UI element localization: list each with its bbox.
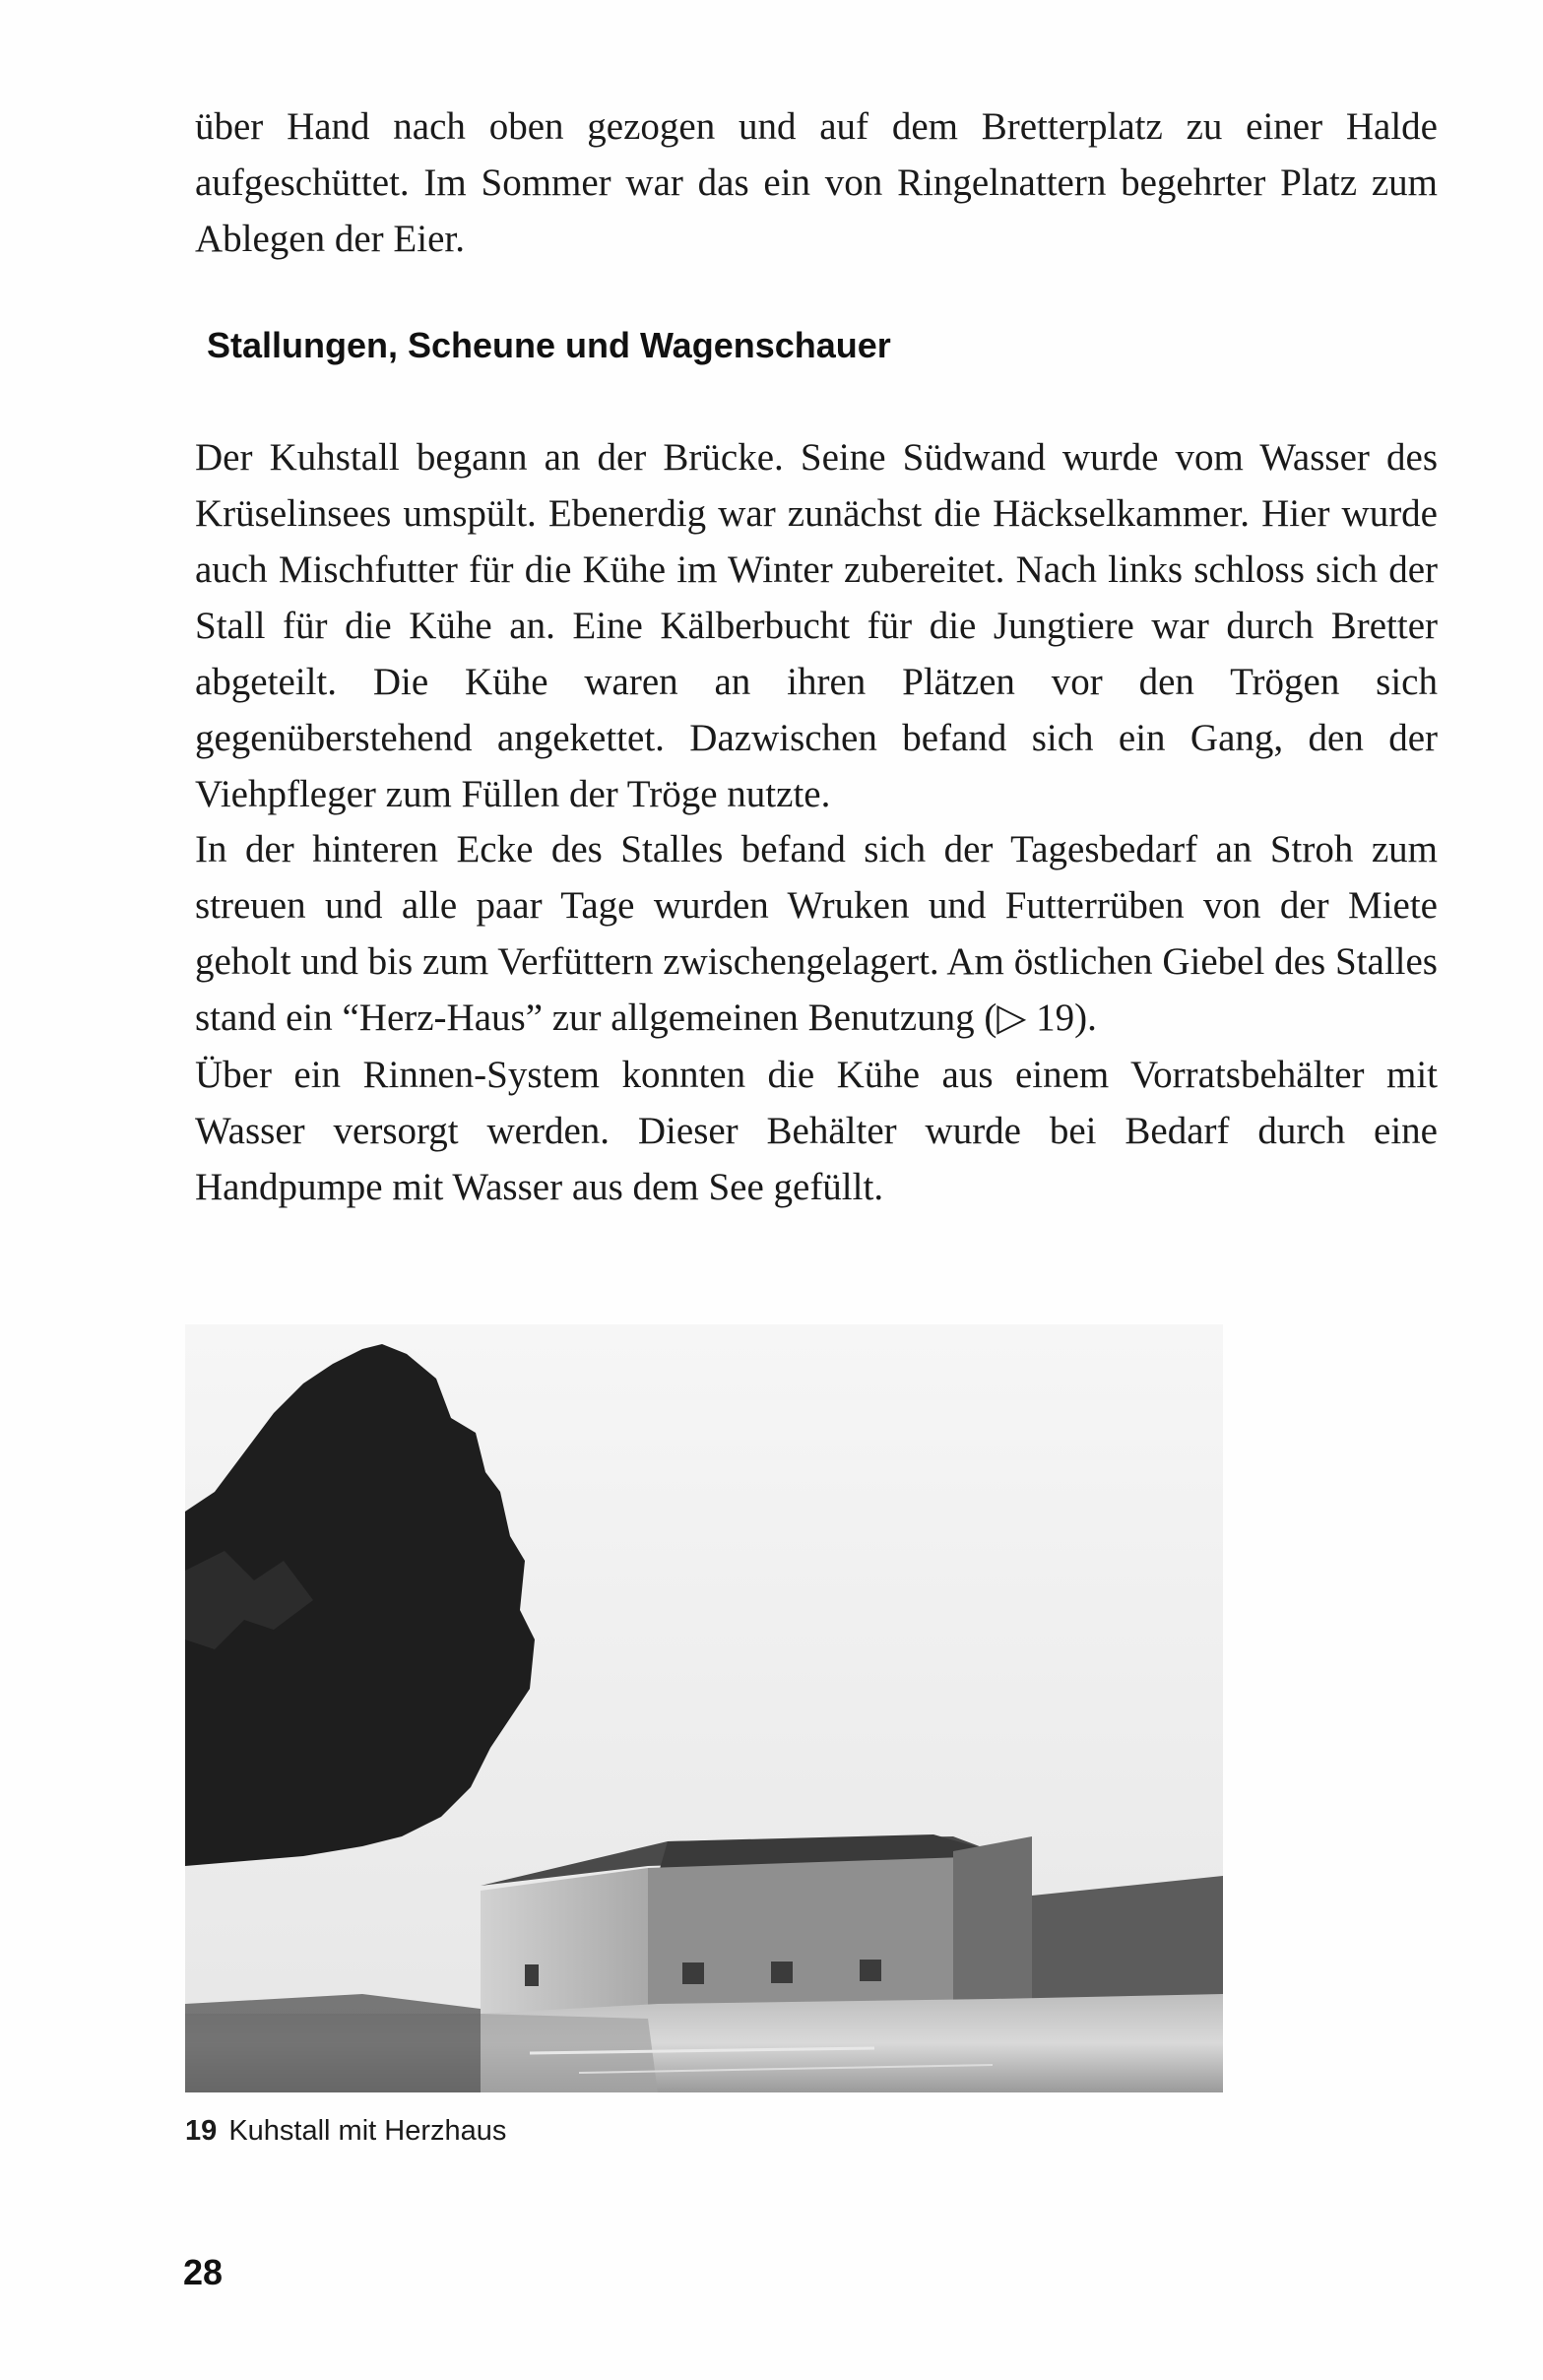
kuhstall-photo	[185, 1324, 1223, 2092]
page-number: 28	[183, 2252, 224, 2292]
figure-caption-text: Kuhstall mit Herzhaus	[228, 2115, 507, 2147]
figure-number: 19	[185, 2115, 218, 2147]
figure-caption	[185, 2115, 506, 2148]
wasser-paragraph: Über ein Rinnen-System konnten die Kühe aus einem Vorratsbehälter mit Wasser versorgt werden. Dieser Behälter wurde bei Bedarf durch eine Handpumpe mit Wasser aus dem See gefüllt.	[195, 1054, 1438, 1208]
intro-paragraph: über Hand nach oben gezogen und auf dem Bretterplatz zu einer Halde aufgeschüttet. Im Sommer war das ein von Ringelnattern begehrter Platz zum Ablegen der Eier.	[195, 105, 1438, 260]
ecke-paragraph: In der hinteren Ecke des Stalles befand sich der Tagesbedarf an Stroh zum streuen und alle paar Tage wurden Wruken und Futterrüben von der Miete geholt und bis zum Verfüttern zwischengelagert. Am östlichen Giebel des Stalles stand ein “Herz-Haus” zur allgemeinen Benutzung (▷ 19).	[195, 828, 1438, 1039]
section-heading: Stallungen, Scheune und Wagenschauer	[207, 325, 891, 365]
kuhstall-paragraph: Der Kuhstall begann an der Brücke. Seine Südwand wurde vom Wasser des Krüselinsees umspült. Ebenerdig war zunächst die Häckselkammer. Hier wurde auch Mischfutter für die Kühe im Winter zubereitet. Nach links schloss sich der Stall für die Kühe an. Eine Kälberbucht für die Jungtiere war durch Bretter abgeteilt. Die Kühe waren an ihren Plätzen vor den Trögen sich gegenüberstehend angekettet. Dazwischen befand sich ein Gang, den der Viehpfleger zum Füllen der Tröge nutzte.	[195, 436, 1438, 815]
kuhstall-photo-drawing	[185, 1324, 1223, 2092]
